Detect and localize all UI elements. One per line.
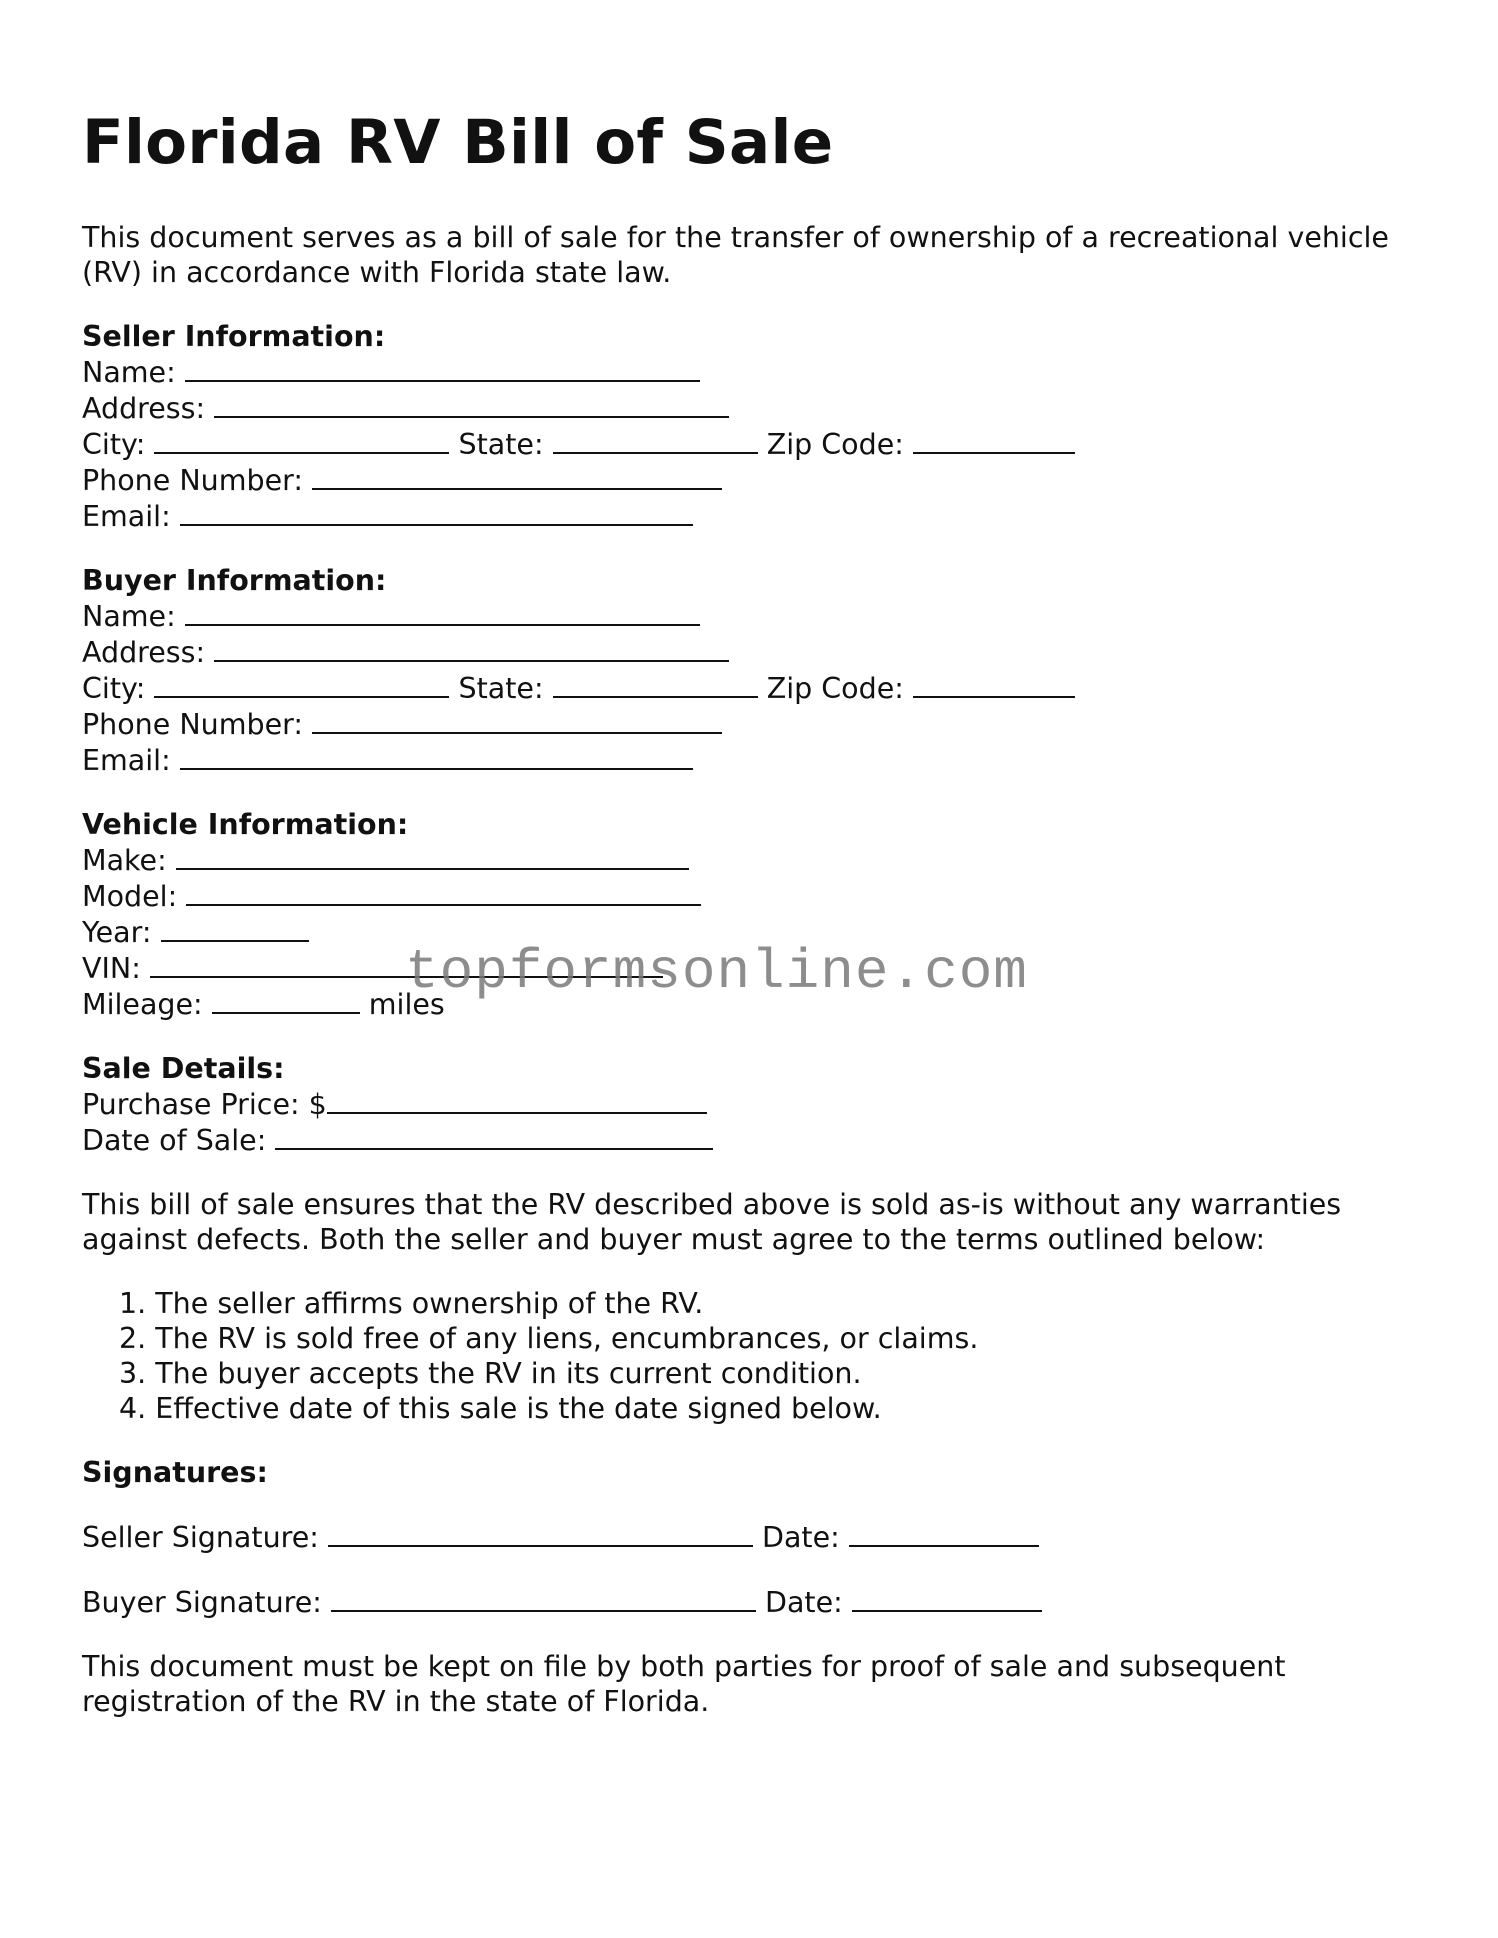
sale-date-field[interactable] (275, 1122, 713, 1150)
bill-of-sale-document (82, 108, 1422, 1719)
vehicle-year-label: Year: (82, 916, 152, 949)
buyer-signature-date-field[interactable] (852, 1584, 1042, 1612)
buyer-phone-line (82, 706, 1422, 742)
buyer-email-field[interactable] (180, 742, 693, 770)
intro-paragraph: This document serves as a bill of sale for the transfer of ownership of a recreational vehicle (RV) in accordance with Florida state law. (82, 221, 1389, 289)
vehicle-heading: Vehicle Information: (82, 808, 409, 841)
seller-city-label: City: (82, 428, 146, 461)
seller-email-line (82, 498, 1422, 534)
sale-date-line (82, 1122, 1422, 1158)
buyer-heading: Buyer Information: (82, 564, 387, 597)
vehicle-model-field[interactable] (186, 878, 701, 906)
seller-signature-line (82, 1519, 1422, 1555)
seller-signature-date-label: Date: (762, 1521, 840, 1554)
terms-list-item: 2. The RV is sold free of any liens, encumbrances, or claims. (119, 1322, 979, 1355)
buyer-signature-date-label: Date: (765, 1586, 843, 1619)
seller-phone-line (82, 462, 1422, 498)
buyer-name-field[interactable] (185, 598, 700, 626)
seller-name-field[interactable] (185, 354, 700, 382)
buyer-address-field[interactable] (214, 634, 729, 662)
buyer-phone-field[interactable] (312, 706, 722, 734)
buyer-zip-field[interactable] (913, 670, 1075, 698)
buyer-signature-line (82, 1584, 1422, 1620)
seller-state-label: State: (458, 428, 544, 461)
seller-address-label: Address: (82, 392, 206, 425)
sale-heading: Sale Details: (82, 1052, 285, 1085)
vehicle-model-label: Model: (82, 880, 178, 913)
seller-name-line (82, 354, 1422, 390)
terms-intro-paragraph: This bill of sale ensures that the RV described above is sold as-is without any warranties against defects. Both the seller and buyer must agree to the terms outlined below: (82, 1188, 1342, 1256)
buyer-section (82, 563, 1422, 778)
vehicle-model-line (82, 878, 1422, 914)
seller-state-field[interactable] (553, 426, 758, 454)
seller-name-label: Name: (82, 356, 176, 389)
seller-zip-label: Zip Code: (766, 428, 904, 461)
buyer-email-label: Email: (82, 744, 171, 777)
seller-zip-field[interactable] (913, 426, 1075, 454)
terms-list-item: 4. Effective date of this sale is the date signed below. (119, 1392, 882, 1425)
terms-list-item: 1. The seller affirms ownership of the RV. (119, 1287, 704, 1320)
sale-date-label: Date of Sale: (82, 1124, 267, 1157)
sale-price-field[interactable] (327, 1086, 707, 1114)
buyer-address-line (82, 634, 1422, 670)
seller-address-line (82, 390, 1422, 426)
vehicle-make-label: Make: (82, 844, 167, 877)
buyer-email-line (82, 742, 1422, 778)
sale-price-line (82, 1086, 1422, 1122)
buyer-signature-label: Buyer Signature: (82, 1586, 322, 1619)
buyer-name-label: Name: (82, 600, 176, 633)
buyer-name-line (82, 598, 1422, 634)
vehicle-make-line (82, 842, 1422, 878)
terms-list-item: 3. The buyer accepts the RV in its current condition. (119, 1357, 862, 1390)
vehicle-year-field[interactable] (161, 914, 309, 942)
sale-price-label: Purchase Price: $ (82, 1088, 327, 1121)
watermark-text: topformsonline.com (405, 940, 1028, 1004)
buyer-signature-field[interactable] (331, 1584, 756, 1612)
buyer-phone-label: Phone Number: (82, 708, 303, 741)
buyer-state-label: State: (458, 672, 544, 705)
seller-signature-field[interactable] (328, 1519, 753, 1547)
signatures-section (82, 1455, 1422, 1620)
document-title: Florida RV Bill of Sale (82, 107, 834, 178)
seller-signature-date-field[interactable] (849, 1519, 1039, 1547)
seller-address-field[interactable] (214, 390, 729, 418)
terms-list (82, 1286, 1422, 1426)
vehicle-mileage-label: Mileage: (82, 988, 203, 1021)
seller-email-field[interactable] (180, 498, 693, 526)
buyer-state-field[interactable] (553, 670, 758, 698)
sale-section (82, 1051, 1422, 1158)
buyer-zip-label: Zip Code: (766, 672, 904, 705)
seller-phone-label: Phone Number: (82, 464, 303, 497)
seller-signature-label: Seller Signature: (82, 1521, 319, 1554)
vehicle-vin-label: VIN: (82, 952, 141, 985)
buyer-address-label: Address: (82, 636, 206, 669)
seller-section (82, 319, 1422, 534)
seller-city-line (82, 426, 1422, 462)
buyer-city-label: City: (82, 672, 146, 705)
seller-heading: Seller Information: (82, 320, 386, 353)
vehicle-mileage-field[interactable] (212, 986, 360, 1014)
signatures-heading: Signatures: (82, 1456, 268, 1489)
vehicle-miles-unit: miles (368, 988, 445, 1021)
buyer-city-field[interactable] (154, 670, 449, 698)
seller-city-field[interactable] (154, 426, 449, 454)
seller-email-label: Email: (82, 500, 171, 533)
vehicle-make-field[interactable] (176, 842, 689, 870)
seller-phone-field[interactable] (312, 462, 722, 490)
closing-paragraph: This document must be kept on file by both parties for proof of sale and subsequent registration of the RV in the state of Florida. (82, 1650, 1286, 1718)
buyer-city-line (82, 670, 1422, 706)
